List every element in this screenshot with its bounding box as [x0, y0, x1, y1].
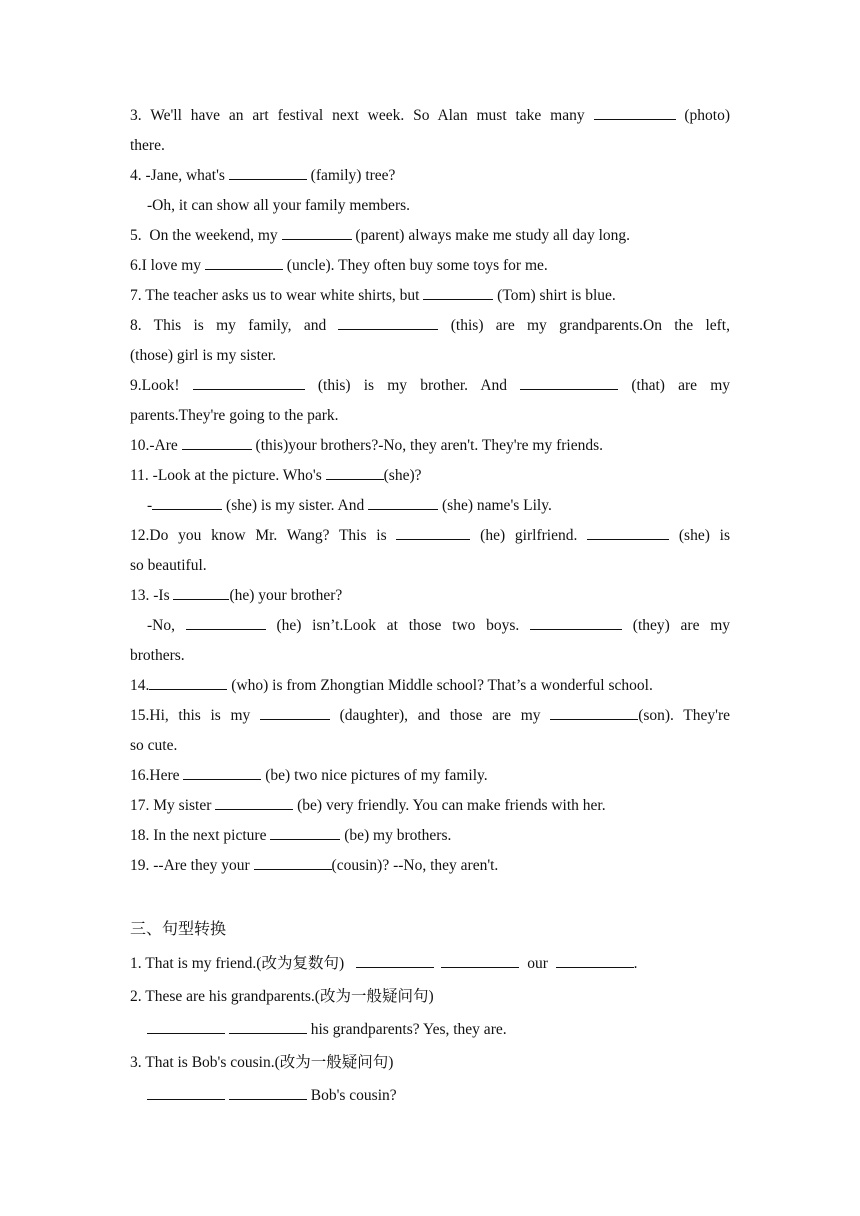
- question-text: 11. -Look at the picture. Who's: [130, 467, 326, 484]
- question-text: -: [147, 497, 153, 514]
- answer-blank[interactable]: [338, 312, 438, 330]
- question-text: (daughter), and those are my: [329, 707, 551, 724]
- question-text: (photo): [675, 107, 730, 124]
- transform-answer-2: [130, 1013, 730, 1046]
- answer-blank[interactable]: [520, 372, 618, 390]
- transform-question-3: 3. That is Bob's cousin.(改为一般疑问句): [130, 1054, 394, 1071]
- question-11-line-1: [130, 461, 730, 491]
- question-3-line-1: [130, 101, 730, 131]
- question-text: 8. This is my family, and: [130, 317, 339, 334]
- question-3-line-2: there.: [130, 137, 165, 154]
- question-text: 7. The teacher asks us to wear white shirts, but: [130, 287, 424, 304]
- question-text: (family) tree?: [306, 167, 396, 184]
- question-19: [130, 851, 730, 881]
- question-text: 6.I love my: [130, 257, 205, 274]
- question-text: (who) is from Zhongtian Middle school? That’s a wonderful school.: [227, 677, 653, 694]
- question-12-line-1: [130, 521, 730, 551]
- answer-blank[interactable]: [530, 612, 622, 630]
- question-9-line-1: [130, 371, 730, 401]
- question-text: (this) are my grandparents.On the left,: [438, 317, 730, 334]
- answer-blank[interactable]: [423, 282, 493, 300]
- answer-blank[interactable]: [193, 372, 305, 390]
- answer-blank[interactable]: [441, 950, 519, 968]
- question-text: Bob's cousin?: [306, 1087, 397, 1104]
- answer-blank[interactable]: [556, 950, 634, 968]
- question-text: 12.Do you know Mr. Wang? This is: [130, 527, 397, 544]
- question-4-line-2: -Oh, it can show all your family members.: [147, 197, 411, 214]
- question-15-line-1: [130, 701, 730, 731]
- question-text: his grandparents? Yes, they are.: [306, 1021, 507, 1038]
- question-6: [130, 251, 730, 281]
- question-13-line-3: brothers.: [130, 647, 185, 664]
- question-text: (parent) always make me study all day long.: [351, 227, 631, 244]
- answer-blank[interactable]: [326, 462, 384, 480]
- question-text: 17. My sister: [130, 797, 216, 814]
- worksheet-page: [130, 101, 730, 1112]
- answer-blank[interactable]: [282, 222, 352, 240]
- answer-blank[interactable]: [229, 1082, 307, 1100]
- answer-blank[interactable]: [368, 492, 438, 510]
- answer-blank[interactable]: [182, 432, 252, 450]
- answer-blank[interactable]: [260, 702, 330, 720]
- question-18: [130, 821, 730, 851]
- question-text: (Tom) shirt is blue.: [493, 287, 616, 304]
- question-text: 14.: [130, 677, 150, 694]
- question-13-line-2: [130, 611, 730, 641]
- answer-blank[interactable]: [594, 102, 676, 120]
- question-4-line-1: [130, 161, 730, 191]
- question-text: (he) your brother?: [229, 587, 343, 604]
- question-text: our: [527, 955, 548, 972]
- question-17: [130, 791, 730, 821]
- question-text: 3. We'll have an art festival next week. So Alan must take many: [130, 107, 594, 124]
- question-text: (she)?: [383, 467, 422, 484]
- question-text: (he) girlfriend.: [470, 527, 588, 544]
- answer-blank[interactable]: [205, 252, 283, 270]
- question-text: (cousin)? --No, they aren't.: [331, 857, 499, 874]
- question-text: (uncle). They often buy some toys for me.: [282, 257, 548, 274]
- question-text: (this) is my brother. And: [304, 377, 521, 394]
- question-14: [130, 671, 730, 701]
- question-8-line-1: [130, 311, 730, 341]
- answer-blank[interactable]: [173, 582, 229, 600]
- question-text: 19. --Are they your: [130, 857, 254, 874]
- question-text: (she) name's Lily.: [438, 497, 552, 514]
- transform-answer-3: [130, 1079, 730, 1112]
- question-5: [130, 221, 730, 251]
- answer-blank[interactable]: [183, 762, 261, 780]
- section-gap: [130, 881, 730, 911]
- question-15-line-2: so cute.: [130, 737, 178, 754]
- question-10: [130, 431, 730, 461]
- question-text: .: [633, 955, 638, 972]
- question-text: 13. -Is: [130, 587, 174, 604]
- question-13-line-1: [130, 581, 730, 611]
- answer-blank[interactable]: [356, 950, 434, 968]
- answer-blank[interactable]: [396, 522, 470, 540]
- question-text: 16.Here: [130, 767, 184, 784]
- question-9-line-2: parents.They're going to the park.: [130, 407, 339, 424]
- answer-blank[interactable]: [152, 492, 222, 510]
- question-text: 9.Look!: [130, 377, 193, 394]
- answer-blank[interactable]: [215, 792, 293, 810]
- question-text: (this)your brothers?-No, they aren't. They're my friends.: [251, 437, 604, 454]
- section-heading: 三、句型转换: [130, 919, 227, 938]
- question-7: [130, 281, 730, 311]
- answer-blank[interactable]: [270, 822, 340, 840]
- question-text: -No,: [147, 617, 186, 634]
- question-11-line-2: [130, 491, 730, 521]
- question-16: [130, 761, 730, 791]
- question-text: (she) is: [669, 527, 730, 544]
- question-text: 18. In the next picture: [130, 827, 271, 844]
- question-text: 4. -Jane, what's: [130, 167, 229, 184]
- answer-blank[interactable]: [229, 162, 307, 180]
- transform-question-1: [130, 947, 730, 980]
- question-text: 1. That is my friend.(改为复数句): [130, 955, 345, 972]
- answer-blank[interactable]: [587, 522, 669, 540]
- transform-question-2: 2. These are his grandparents.(改为一般疑问句): [130, 988, 434, 1005]
- answer-blank[interactable]: [229, 1016, 307, 1034]
- question-text: 10.-Are: [130, 437, 182, 454]
- answer-blank[interactable]: [147, 1016, 225, 1034]
- question-text: (son). They're: [638, 707, 730, 724]
- question-12-line-2: so beautiful.: [130, 557, 207, 574]
- question-text: (be) my brothers.: [340, 827, 452, 844]
- answer-blank[interactable]: [149, 672, 227, 690]
- question-text: (be) very friendly. You can make friends with her.: [293, 797, 606, 814]
- question-text: (be) two nice pictures of my family.: [261, 767, 488, 784]
- answer-blank[interactable]: [254, 852, 332, 870]
- question-text: 15.Hi, this is my: [130, 707, 260, 724]
- question-text: 5. On the weekend, my: [130, 227, 282, 244]
- question-text: (they) are my: [622, 617, 730, 634]
- question-text: (he) isn’t.Look at those two boys.: [265, 617, 531, 634]
- answer-blank[interactable]: [147, 1082, 225, 1100]
- answer-blank[interactable]: [550, 702, 638, 720]
- question-8-line-2: (those) girl is my sister.: [130, 347, 276, 364]
- question-text: (that) are my: [618, 377, 731, 394]
- question-text: (she) is my sister. And: [222, 497, 369, 514]
- answer-blank[interactable]: [186, 612, 266, 630]
